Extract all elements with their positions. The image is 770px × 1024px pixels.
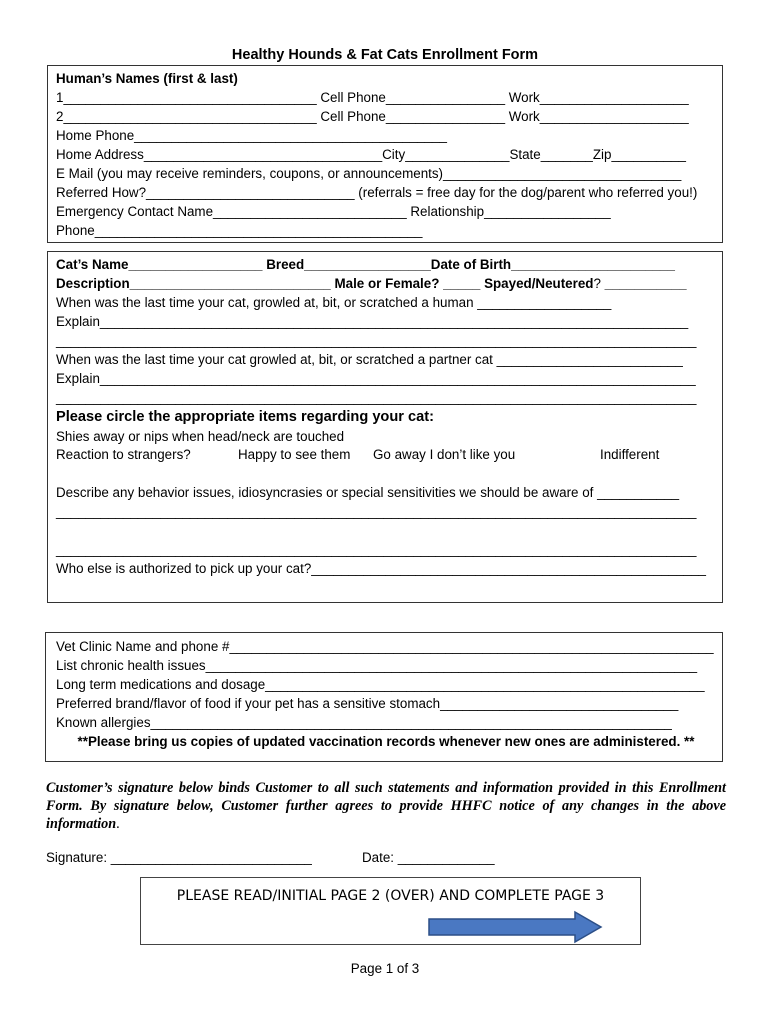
explain-human-blank[interactable]: ______________________________________________________________________________________ [56,333,697,348]
vaccination-note: **Please bring us copies of updated vaccination records whenever new ones are administered. ** [77,734,695,749]
date-field[interactable]: Date: _____________ [362,850,495,865]
spayed-blank[interactable]: ___________ [604,276,687,291]
emergency-contact-field[interactable]: Emergency Contact Name__________________________ Relationship_________________ [56,204,611,219]
referred-how-field[interactable]: Referred How?____________________________ (referrals = free day for the dog/parent who referred you!) [56,185,698,200]
chronic-issues-field[interactable]: List chronic health issues__________________________________________________________________ [56,658,698,673]
food-field[interactable]: Preferred brand/flavor of food if your pet has a sensitive stomach________________________________ [56,696,679,711]
option-go-away[interactable]: Go away I don’t like you [373,447,516,462]
cat-name-row[interactable]: Cat’s Name__________________ Breed_________________Date of Birth______________________ [56,257,675,272]
right-arrow-shape [429,912,601,942]
spayed-question-mark: ? [593,276,605,291]
human-names-heading: Human’s Names (first & last) [56,71,238,86]
description-fields[interactable]: ___________________________ Male or Female? _____ Spayed/Neutered [129,276,594,291]
option-indifferent[interactable]: Indifferent [600,447,660,462]
medications-field[interactable]: Long term medications and dosage___________________________________________________________ [56,677,705,692]
behavior-issues-field[interactable]: Describe any behavior issues, idiosyncrasies or special sensitivities we should be aware of ___________ [56,485,680,500]
signature-field[interactable]: Signature: ___________________________ [46,850,312,865]
circle-items-heading: Please circle the appropriate items regarding your cat: [56,409,434,425]
behavior-blank-1[interactable]: ______________________________________________________________________________________ [56,504,697,519]
explain-human-field[interactable]: Explain_______________________________________________________________________________ [56,314,689,329]
agreement-text: Customer’s signature below binds Customer to all such statements and information provided in this Enrollment Form. By signature below, Customer further agrees to provide HHFC notice of any changes in the above information [46,780,726,832]
signature-agreement [46,779,726,833]
email-field[interactable]: E Mail (you may receive reminders, coupons, or announcements)________________________________ [56,166,682,181]
explain-partner-field[interactable]: Explain________________________________________________________________________________ [56,371,696,386]
banner-text: PLEASE READ/INITIAL PAGE 2 (OVER) AND COMPLETE PAGE 3 [176,888,605,904]
right-arrow-icon [427,910,607,944]
pickup-field[interactable]: Who else is authorized to pick up your cat?_____________________________________________________ [56,561,707,576]
cat-description-row[interactable] [56,275,687,293]
home-phone-field[interactable]: Home Phone__________________________________________ [56,128,447,143]
page-number: Page 1 of 3 [350,961,420,976]
explain-partner-blank[interactable]: ______________________________________________________________________________________ [56,390,697,405]
allergies-field[interactable]: Known allergies______________________________________________________________________ [56,715,672,730]
reaction-label: Reaction to strangers? [56,447,191,462]
question-human[interactable]: When was the last time your cat, growled at, bit, or scratched a human __________________ [56,295,612,310]
human-row-2[interactable]: 2__________________________________ Cell Phone________________ Work____________________ [56,109,689,124]
behavior-blank-2[interactable]: ______________________________________________________________________________________ [56,542,697,557]
human-row-1[interactable]: 1__________________________________ Cell Phone________________ Work____________________ [56,90,689,105]
form-title: Healthy Hounds & Fat Cats Enrollment Form [231,47,539,63]
page-instruction-banner [140,877,641,945]
agreement-period: . [116,816,120,832]
shies-away-option[interactable]: Shies away or nips when head/neck are touched [56,429,345,444]
emergency-phone-field[interactable]: Phone____________________________________________ [56,223,423,238]
description-label: Description [56,276,130,291]
home-address-field[interactable]: Home Address________________________________City______________State_______Zip__________ [56,147,686,162]
question-partner[interactable]: When was the last time your cat growled at, bit, or scratched a partner cat _________________________ [56,352,683,367]
option-happy[interactable]: Happy to see them [238,447,351,462]
vet-clinic-field[interactable]: Vet Clinic Name and phone #_________________________________________________________________ [56,639,714,654]
